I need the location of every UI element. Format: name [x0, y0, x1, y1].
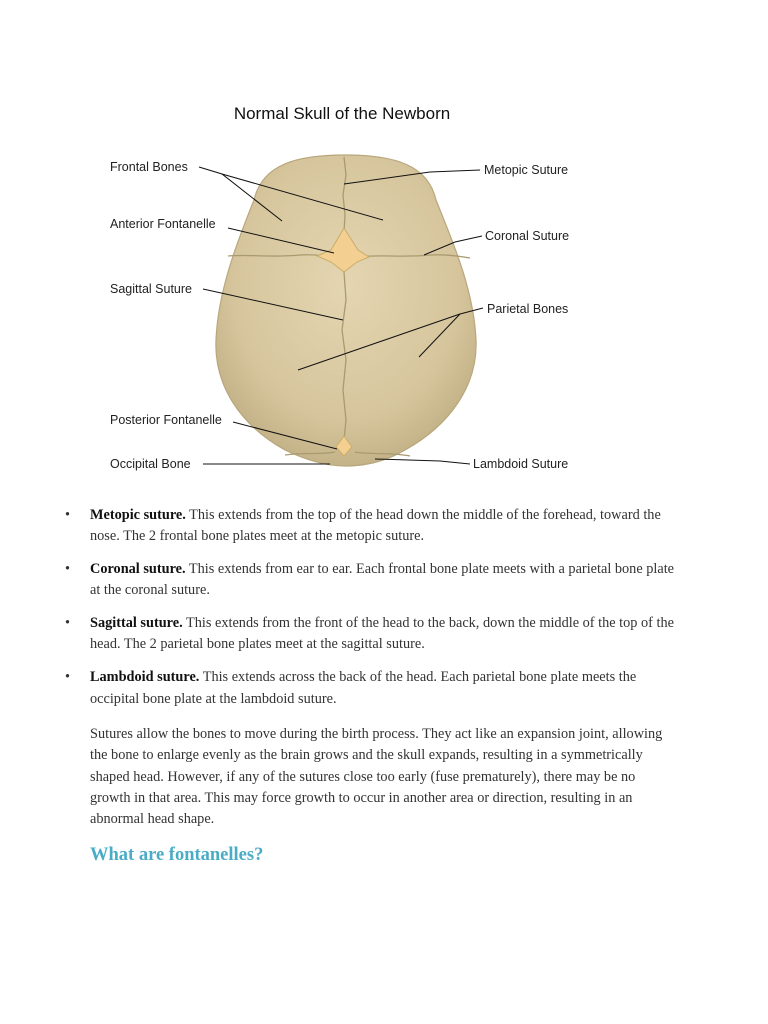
label-coronal-suture: Coronal Suture [485, 229, 570, 243]
desc-sagittal: This extends from the front of the head to the back, down the middle of the top of the head. The 2 parietal bone plates meet at the sagittal suture. [90, 615, 674, 653]
list-item-metopic: • Metopic suture. This extends from the top of the head down the middle of the forehead, toward the nose. The 2 frontal bone plates meet at the metopic suture. [65, 507, 661, 545]
term-lambdoid: Lambdoid suture. [90, 669, 200, 686]
list-item-sagittal: • Sagittal suture. This extends from the front of the head to the back, down the middle of the top of the head. The 2 parietal bone plates meet at the sagittal suture. [65, 615, 674, 653]
label-parietal-bones: Parietal Bones [487, 302, 569, 316]
term-metopic: Metopic suture. [90, 507, 186, 523]
skull-diagram [0, 0, 768, 490]
label-posterior-fontanelle: Posterior Fontanelle [110, 413, 222, 427]
term-coronal: Coronal suture. [90, 561, 186, 578]
term-sagittal: Sagittal suture. [90, 615, 183, 632]
fontanelles-heading: What are fontanelles? [90, 845, 264, 865]
label-frontal-bones: Frontal Bones [110, 160, 188, 174]
desc-metopic: This extends from the top of the head down the middle of the forehead, toward the nose. The 2 frontal bone plates meet at the metopic suture. [90, 507, 661, 545]
list-item-coronal: • Coronal suture. This extends from ear to ear. Each frontal bone plate meets with a parietal bone plate at the coronal suture. [65, 561, 675, 599]
list-item-lambdoid: • Lambdoid suture. This extends across the back of the head. Each parietal bone plate meets the occipital bone plate at the lambdoid suture. [65, 669, 637, 707]
desc-coronal: This extends from ear to ear. Each frontal bone plate meets with a parietal bone plate at the coronal suture. [90, 561, 675, 599]
label-sagittal-suture: Sagittal Suture [110, 282, 192, 296]
desc-lambdoid: This extends across the back of the head. Each parietal bone plate meets the occipital bone plate at the lambdoid suture. [90, 669, 637, 707]
label-lambdoid-suture: Lambdoid Suture [473, 457, 569, 471]
label-metopic-suture: Metopic Suture [484, 163, 569, 177]
suture-list [60, 505, 680, 721]
figure-title: Normal Skull of the Newborn [233, 104, 451, 123]
sutures-paragraph: Sutures allow the bones to move during the birth process. They act like an expansion joint, allowing the bone to enlarge evenly as the brain grows and the skull expands, resulting in a symmetrically shaped head. However, if any of the sutures close too early (fuse prematurely), there may be no growth in that area. This may force growth to occur in another area or direction, resulting in an abnormal head shape. [90, 726, 663, 828]
label-anterior-fontanelle: Anterior Fontanelle [110, 217, 216, 231]
label-occipital-bone: Occipital Bone [110, 457, 191, 471]
